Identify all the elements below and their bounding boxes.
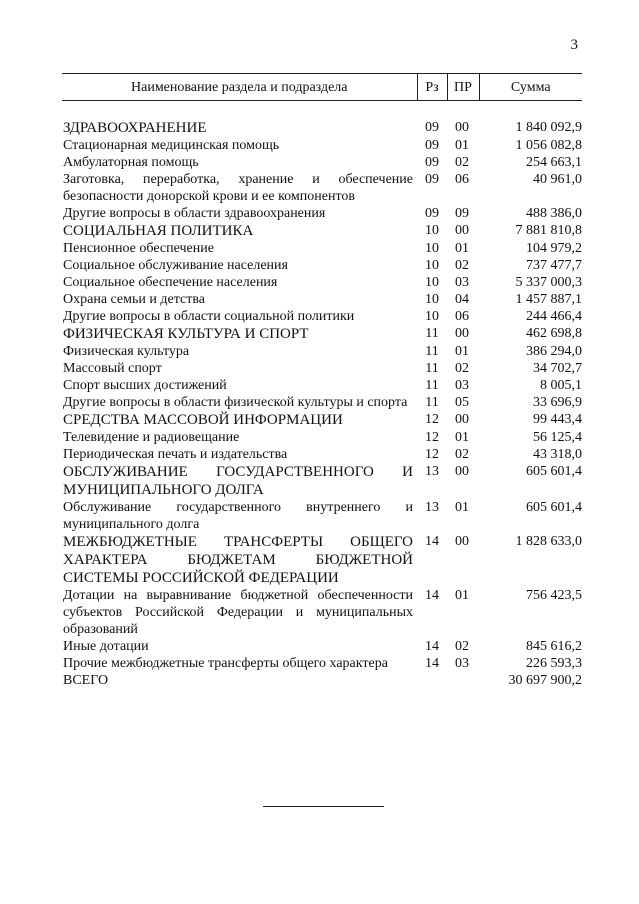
row-pr-code: 00 (455, 464, 469, 479)
row-rz-code: 10 (425, 292, 439, 307)
row-name: Заготовка, переработка, хранение и обеспечение безопасности донорской крови и ее компонентов (63, 172, 413, 204)
row-name: ВСЕГО (63, 673, 109, 688)
row-pr-code: 09 (455, 206, 469, 221)
row-rz-code: 12 (425, 447, 439, 462)
row-name: Другие вопросы в области здравоохранения (63, 206, 326, 221)
row-rz-code: 11 (425, 378, 439, 393)
table-section-row (62, 463, 582, 499)
row-pr-code: 02 (455, 155, 469, 170)
table-row (62, 429, 582, 446)
table-row (62, 672, 582, 689)
row-sum: 488 386,0 (526, 206, 582, 221)
row-name: Другие вопросы в области социальной политики (63, 309, 355, 324)
row-rz-code: 10 (425, 258, 439, 273)
row-sum: 7 881 810,8 (515, 223, 582, 238)
header-sum: Сумма (479, 74, 582, 101)
row-pr-code: 03 (455, 378, 469, 393)
row-pr-code: 01 (455, 241, 469, 256)
header-pr: ПР (447, 74, 479, 101)
row-pr-code: 02 (455, 639, 469, 654)
row-name: Телевидение и радиовещание (63, 430, 240, 445)
table-row (62, 638, 582, 655)
row-rz-code (417, 672, 447, 689)
row-sum: 254 663,1 (526, 155, 582, 170)
table-row (62, 308, 582, 325)
row-sum: 1 056 082,8 (515, 138, 582, 153)
row-sum: 226 593,3 (526, 656, 582, 671)
table-row (62, 446, 582, 463)
row-pr-code: 00 (455, 534, 469, 549)
row-sum: 56 125,4 (533, 430, 582, 445)
row-sum: 8 005,1 (540, 378, 582, 393)
row-name: ОБСЛУЖИВАНИЕ ГОСУДАРСТВЕННОГО И МУНИЦИПАЛЬНОГО ДОЛГА (63, 464, 413, 498)
row-name: Социальное обеспечение населения (63, 275, 278, 290)
row-name: Пенсионное обеспечение (63, 241, 214, 256)
table-section-row (62, 411, 582, 429)
row-pr-code: 06 (455, 172, 469, 187)
header-rz: Рз (417, 74, 447, 101)
page-number: 3 (570, 37, 578, 53)
row-pr-code: 01 (455, 138, 469, 153)
table-row (62, 171, 582, 205)
row-rz-code: 09 (425, 172, 439, 187)
row-sum: 33 696,9 (533, 395, 582, 410)
row-rz-code: 09 (425, 155, 439, 170)
row-pr-code: 00 (455, 326, 469, 341)
row-pr-code: 03 (455, 656, 469, 671)
row-name: Обслуживание государственного внутреннего и муниципального долга (63, 500, 413, 532)
row-name: Дотации на выравнивание бюджетной обеспеченности субъектов Российской Федерации и муниципальных образований (63, 588, 413, 637)
table-row (62, 499, 582, 533)
row-name: Прочие межбюджетные трансферты общего характера (63, 656, 388, 671)
row-pr-code: 03 (455, 275, 469, 290)
row-name: Физическая культура (63, 344, 190, 359)
row-rz-code: 14 (425, 588, 439, 603)
footer-divider (263, 806, 384, 807)
row-sum: 1 828 633,0 (515, 534, 582, 549)
table-row (62, 154, 582, 171)
row-rz-code: 13 (425, 464, 439, 479)
row-pr-code: 02 (455, 258, 469, 273)
row-pr-code: 01 (455, 344, 469, 359)
row-pr-code: 01 (455, 500, 469, 515)
row-name: Амбулаторная помощь (63, 155, 199, 170)
row-sum: 845 616,2 (526, 639, 582, 654)
table-section-row (62, 325, 582, 343)
table-row (62, 257, 582, 274)
table-row (62, 205, 582, 222)
row-rz-code: 10 (425, 223, 439, 238)
table-row (62, 291, 582, 308)
row-name: СРЕДСТВА МАССОВОЙ ИНФОРМАЦИИ (63, 412, 343, 428)
row-sum: 34 702,7 (533, 361, 582, 376)
table-row (62, 587, 582, 638)
row-sum: 99 443,4 (533, 412, 582, 427)
row-pr-code: 06 (455, 309, 469, 324)
row-rz-code: 14 (425, 639, 439, 654)
row-rz-code: 11 (425, 326, 439, 341)
row-sum: 756 423,5 (526, 588, 582, 603)
table-row (62, 137, 582, 154)
budget-table (62, 73, 582, 689)
row-rz-code: 14 (425, 656, 439, 671)
row-rz-code: 12 (425, 412, 439, 427)
row-rz-code: 13 (425, 500, 439, 515)
row-sum: 462 698,8 (526, 326, 582, 341)
row-sum: 386 294,0 (526, 344, 582, 359)
row-sum: 5 337 000,3 (515, 275, 582, 290)
row-pr-code (447, 672, 479, 689)
row-rz-code: 11 (425, 395, 439, 410)
row-name: Периодическая печать и издательства (63, 447, 288, 462)
row-sum: 605 601,4 (526, 500, 582, 515)
row-sum: 244 466,4 (526, 309, 582, 324)
row-name: Охрана семьи и детства (63, 292, 205, 307)
row-sum: 1 840 092,9 (515, 120, 582, 135)
table-row (62, 360, 582, 377)
row-pr-code: 02 (455, 361, 469, 376)
header-name: Наименование раздела и подраздела (62, 74, 417, 101)
row-pr-code: 00 (455, 223, 469, 238)
row-rz-code: 09 (425, 206, 439, 221)
table-row (62, 655, 582, 672)
budget-table-container (62, 73, 582, 689)
row-sum: 104 979,2 (526, 241, 582, 256)
table-row (62, 240, 582, 257)
row-pr-code: 05 (455, 395, 469, 410)
table-section-row (62, 533, 582, 587)
row-name: Спорт высших достижений (63, 378, 227, 393)
row-pr-code: 04 (455, 292, 469, 307)
table-row (62, 377, 582, 394)
row-sum: 40 961,0 (533, 172, 582, 187)
table-row (62, 274, 582, 291)
row-sum: 605 601,4 (526, 464, 582, 479)
row-name: ФИЗИЧЕСКАЯ КУЛЬТУРА И СПОРТ (63, 326, 309, 342)
row-sum: 1 457 887,1 (515, 292, 582, 307)
row-name: ЗДРАВООХРАНЕНИЕ (63, 120, 207, 136)
row-rz-code: 09 (425, 120, 439, 135)
row-sum: 30 697 900,2 (508, 673, 582, 688)
row-rz-code: 11 (425, 344, 439, 359)
row-name: СОЦИАЛЬНАЯ ПОЛИТИКА (63, 223, 254, 239)
row-rz-code: 10 (425, 309, 439, 324)
row-pr-code: 00 (455, 412, 469, 427)
row-rz-code: 10 (425, 275, 439, 290)
table-spacer-row (62, 101, 582, 120)
row-name: Социальное обслуживание населения (63, 258, 288, 273)
row-rz-code: 11 (425, 361, 439, 376)
table-header-row (62, 74, 582, 101)
table-row (62, 343, 582, 360)
table-row (62, 394, 582, 411)
table-body (62, 101, 582, 690)
row-name: Массовый спорт (63, 361, 162, 376)
row-name: Стационарная медицинская помощь (63, 138, 280, 153)
row-sum: 43 318,0 (533, 447, 582, 462)
row-rz-code: 12 (425, 430, 439, 445)
row-rz-code: 09 (425, 138, 439, 153)
row-rz-code: 14 (425, 534, 439, 549)
row-pr-code: 01 (455, 588, 469, 603)
row-name: Иные дотации (63, 639, 149, 654)
row-pr-code: 02 (455, 447, 469, 462)
row-name: МЕЖБЮДЖЕТНЫЕ ТРАНСФЕРТЫ ОБЩЕГО ХАРАКТЕРА БЮДЖЕТАМ БЮДЖЕТНОЙ СИСТЕМЫ РОССИЙСКОЙ ФЕДЕРАЦИИ (63, 534, 413, 586)
row-pr-code: 00 (455, 120, 469, 135)
table-section-row (62, 222, 582, 240)
row-name: Другие вопросы в области физической культуры и спорта (63, 395, 408, 410)
row-sum: 737 477,7 (526, 258, 582, 273)
row-pr-code: 01 (455, 430, 469, 445)
table-section-row (62, 119, 582, 137)
row-rz-code: 10 (425, 241, 439, 256)
